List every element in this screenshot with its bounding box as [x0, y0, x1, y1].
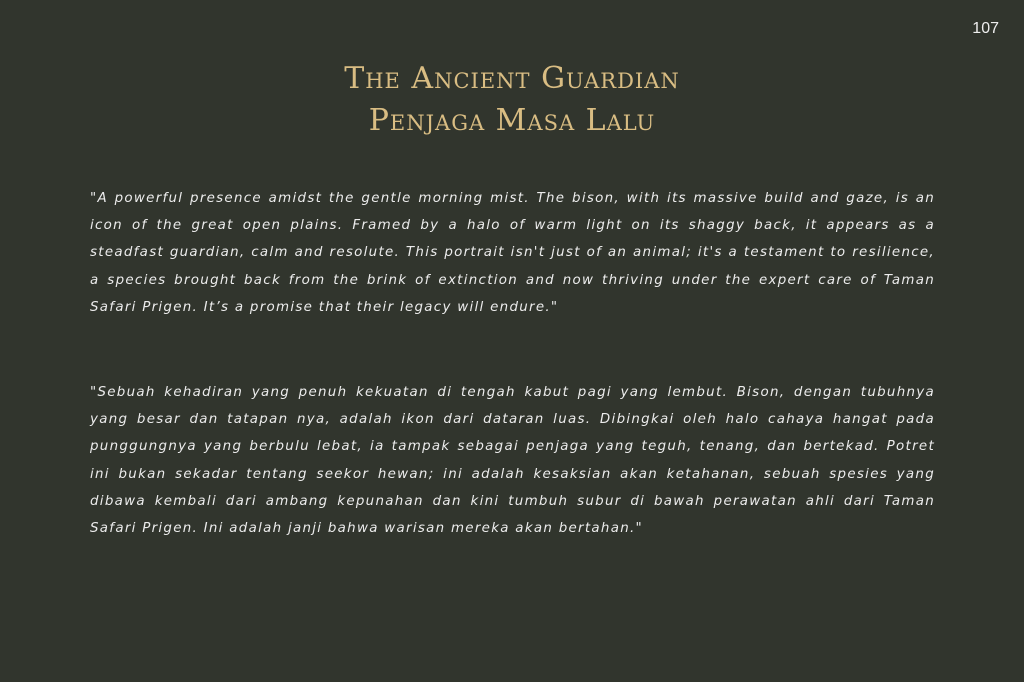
- title-indonesian: Penjaga Masa Lalu: [368, 103, 656, 138]
- page-title: [0, 58, 1024, 142]
- page-number: 107: [972, 20, 999, 37]
- paragraph-english: "A powerful presence amidst the gentle morning mist. The bison, with its massive build and gaze, is an icon of the great open plains. Framed by a halo of warm light on its shaggy back, it appears as a steadfast guardian, calm and resolute. This portrait isn't just of an animal; it's a testament to resilience, a species brought back from the brink of extinction and now thriving under the expert care of Taman Safari Prigen. It’s a promise that their legacy will endure.": [90, 191, 935, 315]
- title-english: The Ancient Guardian: [344, 61, 680, 96]
- paragraph-indonesian: "Sebuah kehadiran yang penuh kekuatan di tengah kabut pagi yang lembut. Bison, dengan tubuhnya yang besar dan tatapan nya, adalah ikon dari dataran luas. Dibingkai oleh halo cahaya hangat pada punggungnya yang berbulu lebat, ia tampak sebagai penjaga yang teguh, tenang, dan bertekad. Potret ini bukan sekadar tentang seekor hewan; ini adalah kesaksian akan ketahanan, sebuah spesies yang dibawa kembali dari ambang kepunahan dan kini tumbuh subur di bawah perawatan ahli dari Taman Safari Prigen. Ini adalah janji bahwa warisan mereka akan bertahan.": [90, 385, 935, 537]
